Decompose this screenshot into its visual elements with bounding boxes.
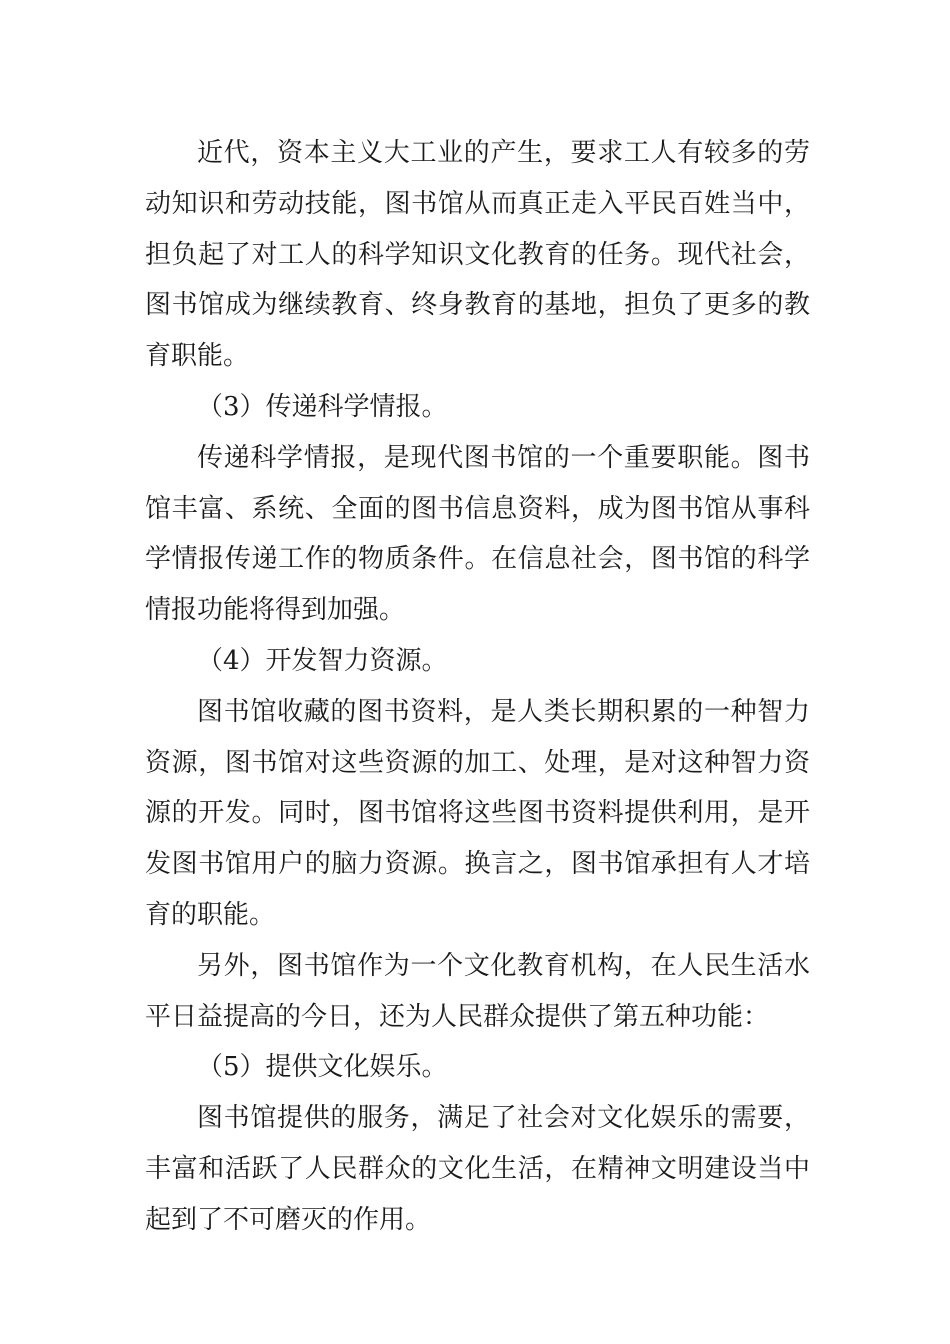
paragraph-modern-education: 近代，资本主义大工业的产生，要求工人有较多的劳动知识和劳动技能，图书馆从而真正走入平民百姓当中，担负起了对工人的科学知识文化教育的任务。现代社会，图书馆成为继续教育、终身教育的基地，担负了更多的教育职能。 bbox=[145, 138, 810, 372]
paragraph-cultural-entertainment: 图书馆提供的服务，满足了社会对文化娱乐的需要，丰富和活跃了人民群众的文化生活，在精神文明建设当中起到了不可磨灭的作用。 bbox=[145, 1103, 810, 1235]
list-item-3-heading: （3）传递科学情报。 bbox=[197, 391, 448, 422]
document-body bbox=[145, 128, 810, 1246]
list-item-4-heading: （4）开发智力资源。 bbox=[197, 645, 448, 676]
paragraph-science-intelligence: 传递科学情报，是现代图书馆的一个重要职能。图书馆丰富、系统、全面的图书信息资料，成为图书馆从事科学情报传递工作的物质条件。在信息社会，图书馆的科学情报功能将得到加强。 bbox=[145, 442, 810, 626]
paragraph-fifth-function-intro: 另外，图书馆作为一个文化教育机构，在人民生活水平日益提高的今日，还为人民群众提供了第五种功能： bbox=[145, 950, 810, 1032]
list-item-5-heading: （5）提供文化娱乐。 bbox=[197, 1052, 448, 1083]
paragraph-intellectual-resources: 图书馆收藏的图书资料，是人类长期积累的一种智力资源，图书馆对这些资源的加工、处理，是对这种智力资源的开发。同时，图书馆将这些图书资料提供利用，是开发图书馆用户的脑力资源。换言之，图书馆承担有人才培育的职能。 bbox=[145, 696, 810, 930]
